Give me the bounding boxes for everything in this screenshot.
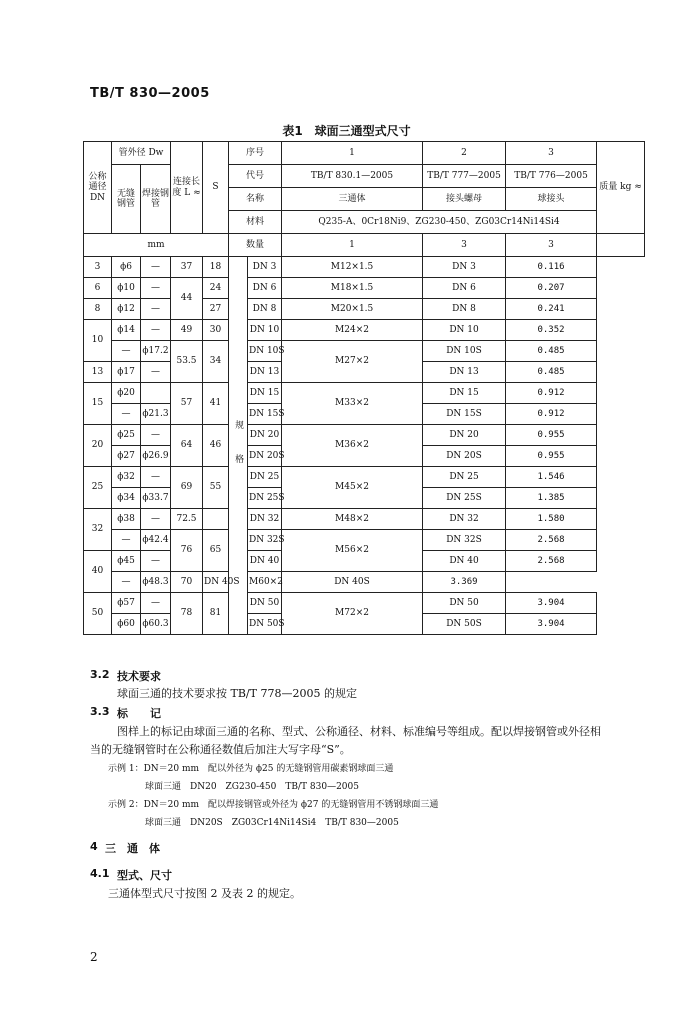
row-s: 24 xyxy=(203,278,229,299)
row-mass: 3.904 xyxy=(506,593,597,614)
spec-table xyxy=(83,141,645,635)
row-mass: 3.904 xyxy=(506,614,597,635)
header-mass-blank xyxy=(597,234,645,257)
row-ball-joint-spec: DN 50S xyxy=(423,614,506,635)
row-welded-od xyxy=(141,383,171,404)
row-s: 34 xyxy=(203,341,229,383)
table-row xyxy=(84,257,645,278)
header-name: 名称 xyxy=(229,188,282,211)
row-seamless-od: ϕ27 xyxy=(112,446,141,467)
part-code: TB/T 777—2005 xyxy=(423,165,506,188)
part-quantity: 1 xyxy=(282,234,423,257)
row-nut-spec: M36×2 xyxy=(282,425,423,467)
section-3-2-title: 技术要求 xyxy=(117,670,161,683)
row-length: 57 xyxy=(171,383,203,425)
row-seamless-od: ϕ17 xyxy=(112,362,141,383)
row-seamless-od: ϕ45 xyxy=(112,551,141,572)
table-row xyxy=(84,341,645,362)
row-body-spec: DN 10 xyxy=(248,320,282,341)
row-length: 76 xyxy=(171,530,203,572)
row-mass: 0.912 xyxy=(506,383,597,404)
table-row xyxy=(84,425,645,446)
example-2: 示例 2：DN＝20 mm 配以焊接钢管或外径为 ϕ27 的无缝钢管用不锈钢球面三通 xyxy=(108,800,439,810)
section-3-2-number: 3.2 xyxy=(90,668,110,681)
row-mass: 1.546 xyxy=(506,467,597,488)
row-s: 81 xyxy=(203,593,229,635)
section-3-3-title: 标 记 xyxy=(117,707,161,720)
row-body-spec: DN 10S xyxy=(248,341,282,362)
row-s: 18 xyxy=(203,257,229,278)
section-4-1-title: 型式、尺寸 xyxy=(117,869,172,882)
row-seamless-od: ϕ6 xyxy=(112,257,141,278)
row-length: 64 xyxy=(171,425,203,467)
row-nut-spec: M72×2 xyxy=(282,593,423,635)
row-nut-spec: M24×2 xyxy=(282,320,423,341)
spec-label: 规 格 xyxy=(229,257,248,635)
row-mass: 0.955 xyxy=(506,446,597,467)
header-nominal-diameter: 公称通径DN xyxy=(84,142,112,234)
row-nominal-diameter: 6 xyxy=(84,278,112,299)
row-nut-spec: M60×2 xyxy=(248,572,282,593)
row-body-spec: DN 25S xyxy=(248,488,282,509)
row-mass: 3.369 xyxy=(423,572,506,593)
section-3-2-text: 球面三通的技术要求按 TB/T 778—2005 的规定 xyxy=(117,687,357,700)
row-nut-spec: M20×1.5 xyxy=(282,299,423,320)
part-serial: 3 xyxy=(506,142,597,165)
part-code: TB/T 776—2005 xyxy=(506,165,597,188)
row-ball-joint-spec: DN 40S xyxy=(282,572,423,593)
row-body-spec: DN 20 xyxy=(248,425,282,446)
part-name: 球接头 xyxy=(506,188,597,211)
part-quantity: 3 xyxy=(506,234,597,257)
row-seamless-od: ϕ60 xyxy=(112,614,141,635)
row-seamless-od: — xyxy=(112,341,141,362)
row-s: 30 xyxy=(203,320,229,341)
example-1-mark: 球面三通 DN20 ZG230-450 TB/T 830—2005 xyxy=(145,782,359,792)
row-mass: 0.241 xyxy=(506,299,597,320)
row-length: 44 xyxy=(171,278,203,320)
row-seamless-od: — xyxy=(112,572,141,593)
row-welded-od: — xyxy=(141,278,171,299)
part-quantity: 3 xyxy=(423,234,506,257)
row-body-spec: DN 15S xyxy=(248,404,282,425)
header-s: S xyxy=(203,142,229,234)
row-mass: 1.385 xyxy=(506,488,597,509)
part-code: TB/T 830.1—2005 xyxy=(282,165,423,188)
table-row xyxy=(84,383,645,404)
section-4-number: 4 xyxy=(90,840,98,853)
row-nut-spec: M48×2 xyxy=(282,509,423,530)
row-seamless-od: ϕ20 xyxy=(112,383,141,404)
row-mass: 0.955 xyxy=(506,425,597,446)
row-body-spec: DN 25 xyxy=(248,467,282,488)
table-row xyxy=(84,530,645,551)
part-serial: 1 xyxy=(282,142,423,165)
table-row xyxy=(84,320,645,341)
row-body-spec: DN 32S xyxy=(248,530,282,551)
row-welded-od: ϕ21.3 xyxy=(141,404,171,425)
row-length: 49 xyxy=(171,320,203,341)
row-welded-od: — xyxy=(141,362,171,383)
row-s: 46 xyxy=(203,425,229,467)
part-serial: 2 xyxy=(423,142,506,165)
row-nut-spec: M45×2 xyxy=(282,467,423,509)
section-3-3-number: 3.3 xyxy=(90,705,110,718)
row-length: 69 xyxy=(171,467,203,509)
row-ball-joint-spec: DN 32 xyxy=(423,509,506,530)
section-3-3-text-line-2: 当的无缝钢管时在公称通径数值后加注大写字母“S”。 xyxy=(90,743,351,756)
row-ball-joint-spec: DN 20 xyxy=(423,425,506,446)
row-s xyxy=(203,509,229,530)
row-seamless-od: ϕ12 xyxy=(112,299,141,320)
header-quantity: 数量 xyxy=(229,234,282,257)
row-seamless-od: — xyxy=(112,530,141,551)
row-nominal-diameter: 25 xyxy=(84,467,112,509)
header-mass: 质量 kg ≈ xyxy=(597,142,645,234)
row-ball-joint-spec: DN 13 xyxy=(423,362,506,383)
row-ball-joint-spec: DN 15S xyxy=(423,404,506,425)
table-row xyxy=(84,299,645,320)
row-mass: 2.568 xyxy=(506,551,597,572)
row-welded-od: ϕ48.3 xyxy=(141,572,171,593)
table-caption: 表1 球面三通型式尺寸 xyxy=(282,124,411,138)
table-row xyxy=(84,593,645,614)
row-nominal-diameter: 40 xyxy=(84,551,112,593)
header-welded: 焊接钢管 xyxy=(141,165,171,234)
row-s: 70 xyxy=(171,572,203,593)
row-nominal-diameter: 13 xyxy=(84,362,112,383)
row-body-spec: DN 8 xyxy=(248,299,282,320)
row-body-spec: DN 32 xyxy=(248,509,282,530)
row-nominal-diameter: 8 xyxy=(84,299,112,320)
row-seamless-od: ϕ25 xyxy=(112,425,141,446)
row-mass: 0.116 xyxy=(506,257,597,278)
row-nominal-diameter: 32 xyxy=(84,509,112,551)
row-welded-od: — xyxy=(141,593,171,614)
row-seamless-od: ϕ34 xyxy=(112,488,141,509)
row-ball-joint-spec: DN 25S xyxy=(423,488,506,509)
row-ball-joint-spec: DN 8 xyxy=(423,299,506,320)
part-material: Q235-A、0Cr18Ni9、ZG230-450、ZG03Cr14Ni14Si4 xyxy=(282,211,597,234)
table-row xyxy=(84,572,645,593)
row-nut-spec: M56×2 xyxy=(282,530,423,572)
row-seamless-od: ϕ38 xyxy=(112,509,141,530)
row-body-spec: DN 6 xyxy=(248,278,282,299)
row-ball-joint-spec: DN 10 xyxy=(423,320,506,341)
row-s: 27 xyxy=(203,299,229,320)
row-mass: 0.485 xyxy=(506,362,597,383)
section-3-3-text-line-1: 图样上的标记由球面三通的名称、型式、公称通径、材料、标准编号等组成。配以焊接钢管或外径相 xyxy=(117,725,601,738)
row-ball-joint-spec: DN 32S xyxy=(423,530,506,551)
row-nut-spec: M12×1.5 xyxy=(282,257,423,278)
row-nominal-diameter: 50 xyxy=(84,593,112,635)
header-code: 代号 xyxy=(229,165,282,188)
row-ball-joint-spec: DN 6 xyxy=(423,278,506,299)
row-s: 55 xyxy=(203,467,229,509)
row-welded-od: — xyxy=(141,551,171,572)
row-welded-od: — xyxy=(141,425,171,446)
row-nominal-diameter: 20 xyxy=(84,425,112,467)
section-4-1-number: 4.1 xyxy=(90,867,110,880)
row-mass: 0.912 xyxy=(506,404,597,425)
row-ball-joint-spec: DN 15 xyxy=(423,383,506,404)
row-welded-od: — xyxy=(141,509,171,530)
header-length: 连接长度 L ≈ xyxy=(171,142,203,234)
row-length: 78 xyxy=(171,593,203,635)
row-body-spec: DN 20S xyxy=(248,446,282,467)
header-seamless: 无缝钢管 xyxy=(112,165,141,234)
row-ball-joint-spec: DN 40 xyxy=(423,551,506,572)
row-nominal-diameter: 15 xyxy=(84,383,112,425)
row-body-spec: DN 50S xyxy=(248,614,282,635)
row-seamless-od: ϕ14 xyxy=(112,320,141,341)
row-ball-joint-spec: DN 50 xyxy=(423,593,506,614)
row-mass: 2.568 xyxy=(506,530,597,551)
row-body-spec: DN 50 xyxy=(248,593,282,614)
row-length: 72.5 xyxy=(171,509,203,530)
part-name: 三通体 xyxy=(282,188,423,211)
row-welded-od: ϕ42.4 xyxy=(141,530,171,551)
table-row xyxy=(84,278,645,299)
section-4-title: 三 通 体 xyxy=(105,842,160,855)
table-row xyxy=(84,467,645,488)
header-serial: 序号 xyxy=(229,142,282,165)
row-welded-od: — xyxy=(141,320,171,341)
row-mass: 1.580 xyxy=(506,509,597,530)
row-welded-od: ϕ60.3 xyxy=(141,614,171,635)
row-welded-od: ϕ17.2 xyxy=(141,341,171,362)
row-length: 37 xyxy=(171,257,203,278)
row-welded-od: — xyxy=(141,299,171,320)
row-nominal-diameter: 3 xyxy=(84,257,112,278)
row-ball-joint-spec: DN 25 xyxy=(423,467,506,488)
row-seamless-od: ϕ10 xyxy=(112,278,141,299)
row-ball-joint-spec: DN 10S xyxy=(423,341,506,362)
row-mass: 0.352 xyxy=(506,320,597,341)
row-welded-od: ϕ26.9 xyxy=(141,446,171,467)
row-mass: 0.485 xyxy=(506,341,597,362)
row-s: 41 xyxy=(203,383,229,425)
row-mass: 0.207 xyxy=(506,278,597,299)
row-welded-od: — xyxy=(141,257,171,278)
page-number: 2 xyxy=(90,950,98,964)
row-body-spec: DN 15 xyxy=(248,383,282,404)
example-1: 示例 1：DN＝20 mm 配以外径为 ϕ25 的无缝钢管用碳素钢球面三通 xyxy=(108,764,394,774)
document-code-header: TB/T 830—2005 xyxy=(90,86,210,101)
row-ball-joint-spec: DN 3 xyxy=(423,257,506,278)
row-body-spec: DN 3 xyxy=(248,257,282,278)
row-nut-spec: M18×1.5 xyxy=(282,278,423,299)
row-seamless-od: — xyxy=(112,404,141,425)
section-4-1-text: 三通体型式尺寸按图 2 及表 2 的规定。 xyxy=(108,887,301,900)
row-seamless-od: ϕ57 xyxy=(112,593,141,614)
row-body-spec: DN 40 xyxy=(248,551,282,572)
row-s: 65 xyxy=(203,530,229,572)
row-nut-spec: M27×2 xyxy=(282,341,423,383)
row-body-spec: DN 13 xyxy=(248,362,282,383)
row-ball-joint-spec: DN 20S xyxy=(423,446,506,467)
header-outer-diameter: 管外径 Dw xyxy=(112,142,171,165)
header-material: 材料 xyxy=(229,211,282,234)
header-unit: mm xyxy=(84,234,229,257)
row-length: 53.5 xyxy=(171,341,203,383)
row-seamless-od: ϕ32 xyxy=(112,467,141,488)
row-welded-od: ϕ33.7 xyxy=(141,488,171,509)
row-body-spec: DN 40S xyxy=(203,572,229,593)
row-nut-spec: M33×2 xyxy=(282,383,423,425)
example-2-mark: 球面三通 DN20S ZG03Cr14Ni14Si4 TB/T 830—2005 xyxy=(145,818,399,828)
part-name: 接头螺母 xyxy=(423,188,506,211)
row-welded-od: — xyxy=(141,467,171,488)
row-nominal-diameter: 10 xyxy=(84,320,112,362)
table-row xyxy=(84,509,645,530)
